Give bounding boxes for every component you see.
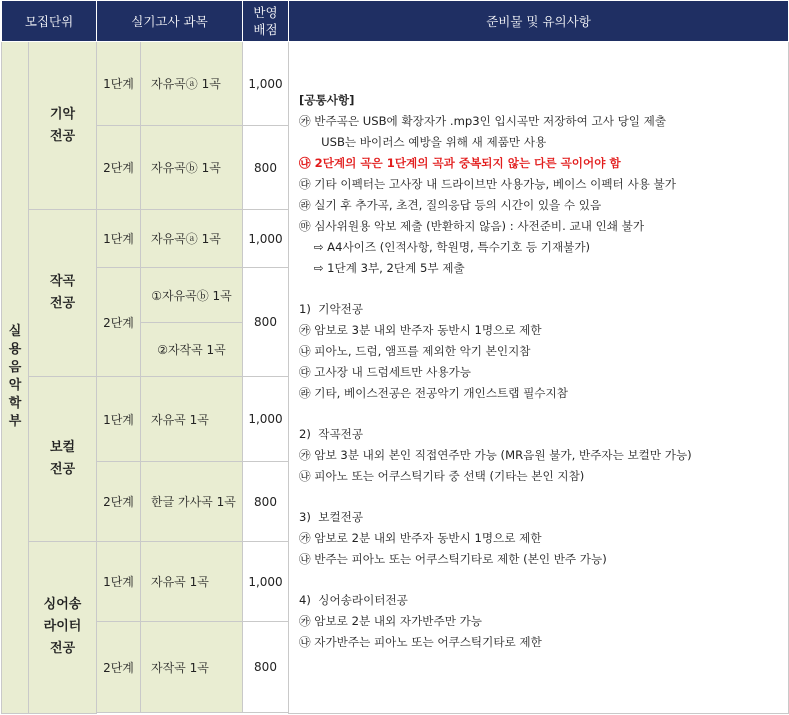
section-title: 2) 작곡전공	[299, 427, 364, 441]
note-line: ㉯ 자가반주는 피아노 또는 어쿠스틱기타로 제한	[299, 635, 542, 649]
score-cell: 800	[243, 622, 289, 713]
subject-cell: 한글 가사곡 1곡	[141, 462, 243, 542]
note-line: ㉱ 실기 후 추가곡, 초견, 질의응답 등의 시간이 있을 수 있음	[299, 198, 602, 212]
header-row	[2, 1, 789, 42]
note-line: ㉯ 반주는 피아노 또는 어쿠스틱기타로 제한 (본인 반주 가능)	[299, 552, 607, 566]
admission-table	[1, 0, 789, 714]
major-vocal: 보컬 전공	[29, 377, 97, 542]
table-row	[2, 42, 789, 126]
notes-cell	[289, 42, 789, 714]
note-line: ㉯ 피아노 또는 어쿠스틱기타 중 선택 (기타는 본인 지참)	[299, 469, 585, 483]
section-title: 1) 기악전공	[299, 302, 364, 316]
note-line: ㉰ 기타 이펙터는 고사장 내 드라이브만 사용가능, 베이스 이펙터 사용 불가	[299, 177, 676, 191]
stage-cell: 1단계	[97, 542, 141, 622]
stage-cell: 2단계	[97, 622, 141, 713]
stage-cell: 2단계	[97, 126, 141, 210]
note-line: ⇨ A4사이즈 (인적사항, 학원명, 특수기호 등 기재불가)	[299, 240, 591, 254]
subject-cell: ①자유곡ⓑ 1곡	[141, 268, 243, 323]
stage-cell: 2단계	[97, 268, 141, 377]
subject-cell: 자유곡ⓑ 1곡	[141, 126, 243, 210]
score-cell: 1,000	[243, 210, 289, 268]
major-composition: 작곡 전공	[29, 210, 97, 377]
header-score: 반영 배점	[243, 1, 289, 42]
note-line: ⇨ 1단계 3부, 2단계 5부 제출	[299, 261, 465, 275]
stage-cell: 1단계	[97, 210, 141, 268]
note-line: USB는 바이러스 예방을 위해 새 제품만 사용	[299, 135, 547, 149]
note-line: ㉮ 암보로 2분 내외 반주자 동반시 1명으로 제한	[299, 531, 542, 545]
department-cell: 실 용 음 악 학 부	[2, 42, 29, 714]
stage-cell: 2단계	[97, 462, 141, 542]
note-line: ㉮ 암보로 3분 내외 반주자 동반시 1명으로 제한	[299, 323, 542, 337]
note-line: ㉯ 피아노, 드럼, 앰프를 제외한 악기 본인지참	[299, 344, 531, 358]
subject-cell: 자유곡 1곡	[141, 377, 243, 462]
note-line-highlight: ㉯ 2단계의 곡은 1단계의 곡과 중복되지 않는 다른 곡이어야 함	[299, 156, 621, 170]
note-line: ㉮ 반주곡은 USB에 확장자가 .mp3인 입시곡만 저장하여 고사 당일 제출	[299, 114, 667, 128]
note-line: ㉱ 기타, 베이스전공은 전공악기 개인스트랩 필수지참	[299, 386, 568, 400]
header-subject: 실기고사 과목	[97, 1, 243, 42]
subject-cell: 자유곡 1곡	[141, 542, 243, 622]
note-line: ㉮ 암보로 2분 내외 자가반주만 가능	[299, 614, 482, 628]
major-singer-songwriter: 싱어송 라이터 전공	[29, 542, 97, 714]
note-line: ㉲ 심사위원용 악보 제출 (반환하지 않음) : 사전준비. 교내 인쇄 불가	[299, 219, 645, 233]
subject-cell: ②자작곡 1곡	[141, 323, 243, 377]
score-cell: 800	[243, 126, 289, 210]
subject-cell: 자작곡 1곡	[141, 622, 243, 713]
score-cell: 1,000	[243, 542, 289, 622]
score-cell: 1,000	[243, 42, 289, 126]
common-heading: [공통사항]	[299, 93, 355, 107]
stage-cell: 1단계	[97, 377, 141, 462]
score-cell: 1,000	[243, 377, 289, 462]
note-line: ㉮ 암보 3분 내외 본인 직접연주만 가능 (MR음원 불가, 반주자는 보컬만 가능)	[299, 448, 692, 462]
section-title: 4) 싱어송라이터전공	[299, 593, 408, 607]
score-cell: 800	[243, 268, 289, 377]
subject-cell: 자유곡ⓐ 1곡	[141, 210, 243, 268]
header-unit: 모집단위	[2, 1, 97, 42]
subject-cell: 자유곡ⓐ 1곡	[141, 42, 243, 126]
major-instrument: 기악 전공	[29, 42, 97, 210]
note-line: ㉰ 고사장 내 드럼세트만 사용가능	[299, 365, 471, 379]
stage-cell: 1단계	[97, 42, 141, 126]
section-title: 3) 보컬전공	[299, 510, 364, 524]
header-notes: 준비물 및 유의사항	[289, 1, 789, 42]
score-cell: 800	[243, 462, 289, 542]
